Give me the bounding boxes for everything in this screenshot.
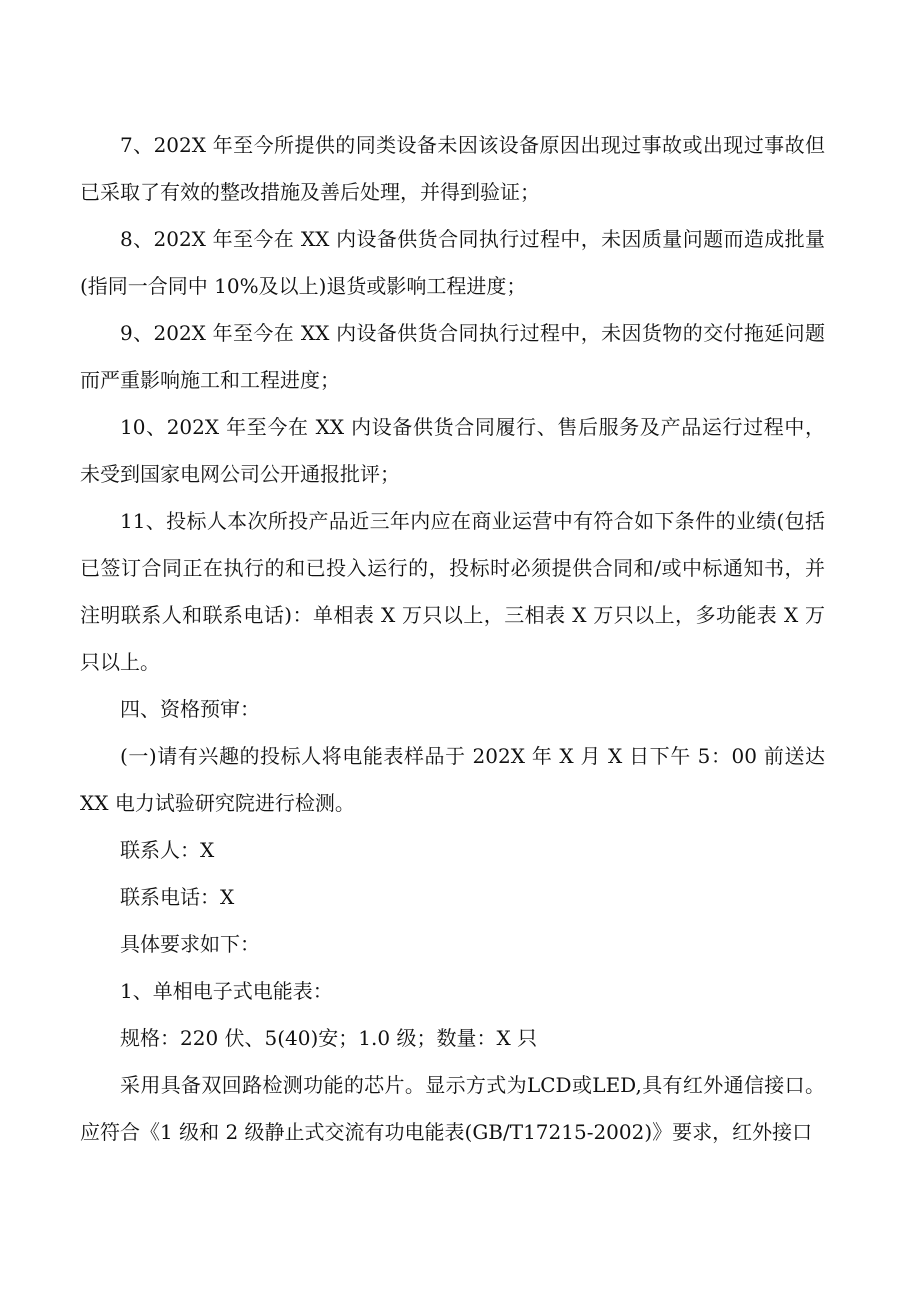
paragraph-sample-submission: (一)请有兴趣的投标人将电能表样品于 202X 年 X 月 X 日下午 5：00 前送达 XX 电力试验研究院进行检测。	[80, 744, 825, 815]
document-body	[80, 122, 825, 1156]
paragraph-item-7: 7、202X 年至今所提供的同类设备未因该设备原因出现过事故或出现过事故但已采取了有效的整改措施及善后处理，并得到验证；	[80, 133, 825, 204]
paragraph-item-11: 11、投标人本次所投产品近三年内应在商业运营中有符合如下条件的业绩(包括已签订合同正在执行的和已投入运行的，投标时必须提供合同和/或中标通知书，并注明联系人和联系电话)：单相表 X 万只以上，三相表 X 万只以上，多功能表 X 万只以上。	[80, 509, 825, 674]
meter-specification: 规格：220 伏、5(40)安；1.0 级；数量：X 只	[120, 1026, 538, 1050]
paragraph-item-8: 8、202X 年至今在 XX 内设备供货合同执行过程中，未因质量问题而造成批量(指同一合同中 10%及以上)退货或影响工程进度；	[80, 227, 825, 298]
item-single-phase-meter: 1、单相电子式电能表：	[120, 979, 333, 1003]
paragraph-item-10: 10、202X 年至今在 XX 内设备供货合同履行、售后服务及产品运行过程中，未受到国家电网公司公开通报批评；	[80, 415, 825, 486]
meter-technical-requirements: 采用具备双回路检测功能的芯片。显示方式为LCD或LED,具有红外通信接口。应符合《1 级和 2 级静止式交流有功电能表(GB/T17215-2002)》要求，红外接口	[80, 1073, 825, 1144]
contact-person: 联系人：X	[120, 838, 215, 862]
contact-phone: 联系电话：X	[120, 885, 235, 909]
requirements-intro: 具体要求如下：	[120, 932, 260, 956]
section-heading-prequalification: 四、资格预审：	[120, 697, 260, 721]
paragraph-item-9: 9、202X 年至今在 XX 内设备供货合同执行过程中，未因货物的交付拖延问题而严重影响施工和工程进度；	[80, 321, 825, 392]
